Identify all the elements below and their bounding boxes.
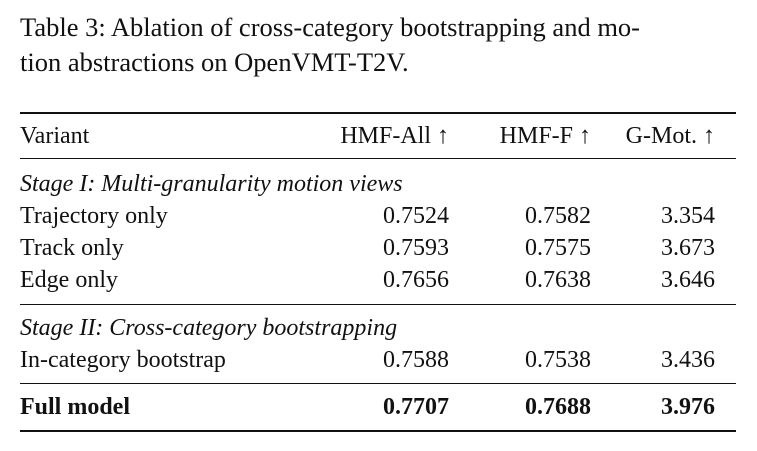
header-g-mot: G-Mot. ↑	[625, 123, 715, 149]
cell-hmf-f: 0.7582	[525, 203, 591, 229]
cell-g-mot: 3.354	[661, 203, 715, 229]
header-hmf-all: HMF-All ↑	[340, 123, 449, 149]
section-title-stage-2: Stage II: Cross-category bootstrapping	[20, 315, 398, 341]
row-label: Track only	[20, 235, 124, 261]
cell-hmf-all: 0.7707	[383, 394, 449, 420]
cell-hmf-all: 0.7593	[383, 235, 449, 261]
row-label: In-category bootstrap	[20, 347, 226, 373]
section-rule	[20, 304, 736, 305]
row-label-full-model: Full model	[20, 394, 131, 420]
cell-g-mot: 3.436	[661, 347, 715, 373]
cell-g-mot: 3.673	[661, 235, 715, 261]
header-hmf-f: HMF-F ↑	[499, 123, 591, 149]
header-rule	[20, 158, 736, 159]
row-label: Trajectory only	[20, 203, 168, 229]
cell-hmf-f: 0.7575	[525, 235, 591, 261]
caption-line-2: tion abstractions on OpenVMT-T2V.	[20, 47, 409, 77]
table-bottom-rule	[20, 430, 736, 432]
header-variant: Variant	[20, 123, 90, 149]
cell-hmf-all: 0.7656	[383, 267, 449, 293]
cell-hmf-f: 0.7538	[525, 347, 591, 373]
cell-hmf-f: 0.7638	[525, 267, 591, 293]
cell-hmf-all: 0.7524	[383, 203, 449, 229]
cell-g-mot: 3.976	[661, 394, 715, 420]
section-rule	[20, 383, 736, 384]
cell-hmf-f: 0.7688	[525, 394, 591, 420]
cell-hmf-all: 0.7588	[383, 347, 449, 373]
caption-line-1: Table 3: Ablation of cross-category bootstrapping and mo-	[20, 12, 641, 42]
row-label: Edge only	[20, 267, 118, 293]
table-top-rule	[20, 112, 736, 114]
table-caption	[20, 10, 736, 80]
section-title-stage-1: Stage I: Multi-granularity motion views	[20, 171, 403, 197]
cell-g-mot: 3.646	[661, 267, 715, 293]
